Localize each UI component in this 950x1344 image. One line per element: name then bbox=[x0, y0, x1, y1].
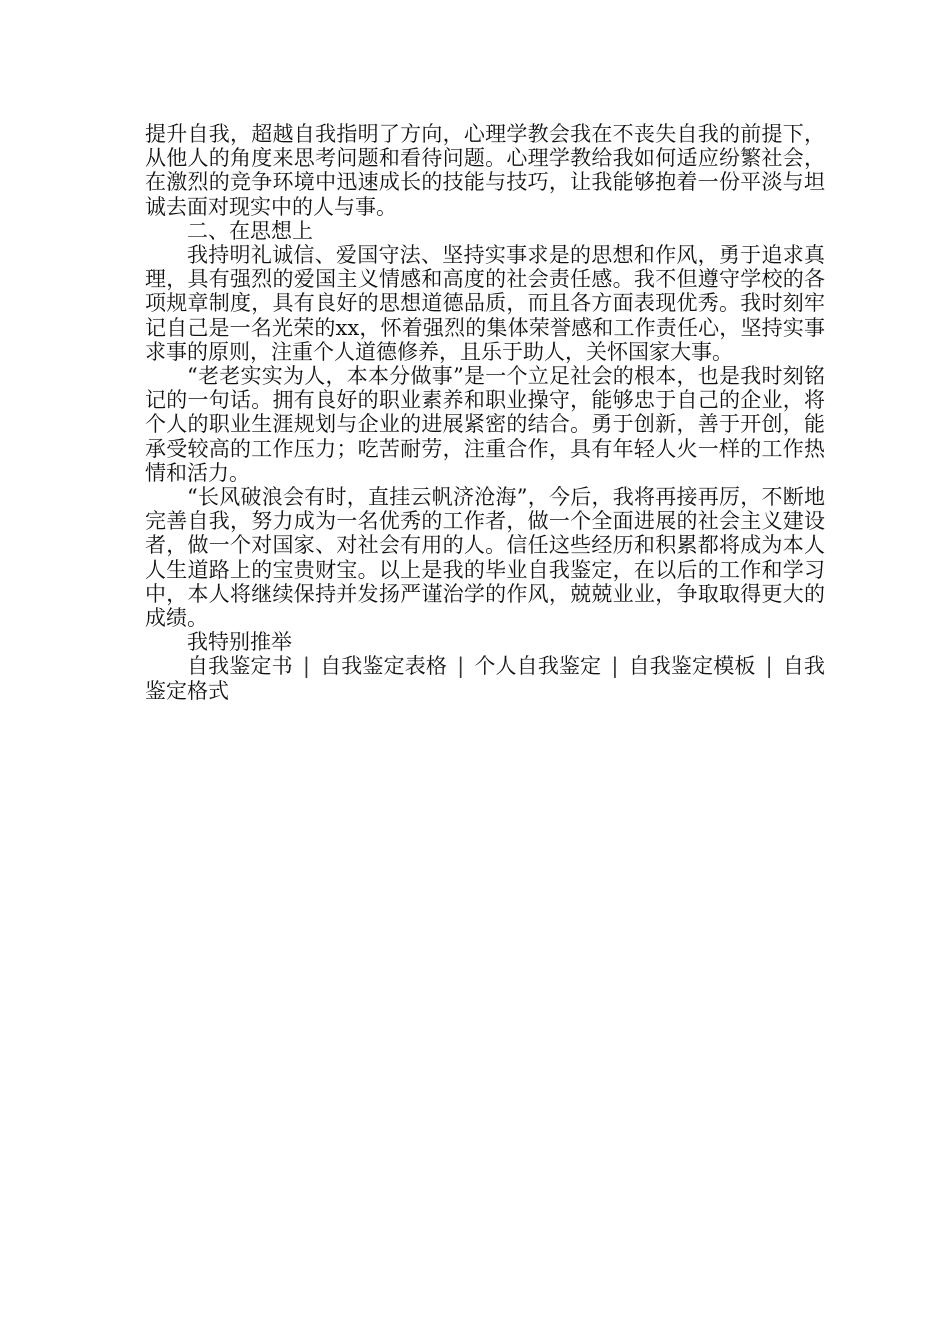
link-self-appraisal-format[interactable]: 自我鉴定格式 bbox=[145, 654, 826, 703]
link-self-appraisal-book[interactable]: 自我鉴定书 bbox=[187, 654, 293, 679]
section-heading-thought: 二、在思想上 bbox=[187, 218, 313, 243]
document-page bbox=[145, 122, 825, 703]
link-separator: | bbox=[765, 654, 773, 679]
paragraph-future: “长风破浪会有时，直挂云帆济沧海”，今后，我将再接再厉，不断地完善自我，努力成为一名优秀的工作者，做一个全面进展的社会主义建设者，做一个对国家、对社会有用的人。信任这些经历和积累都将成为本人人生道路上的宝贵财宝。以上是我的毕业自我鉴定，在以后的工作和学习中，本人将继续保持并发扬严谨治学的作风，兢兢业业，争取取得更大的成绩。 bbox=[145, 485, 825, 631]
link-personal-self-appraisal[interactable]: 个人自我鉴定 bbox=[474, 654, 602, 679]
link-self-appraisal-template[interactable]: 自我鉴定模板 bbox=[628, 654, 756, 679]
link-self-appraisal-form[interactable]: 自我鉴定表格 bbox=[319, 654, 448, 679]
related-links bbox=[145, 654, 825, 702]
paragraph-motto: “老老实实为人，本本分做事”是一个立足社会的根本，也是我时刻铭记的一句话。拥有良好的职业素养和职业操守，能够忠于自己的企业，将个人的职业生涯规划与企业的进展紧密的结合。勇于创新，善于开创，能承受较高的工作压力；吃苦耐劳，注重合作，具有年轻人火一样的工作热情和活力。 bbox=[145, 364, 825, 485]
paragraph-thought: 我持明礼诚信、爱国守法、坚持实事求是的思想和作风，勇于追求真理，具有强烈的爱国主义情感和高度的社会责任感。我不但遵守学校的各项规章制度，具有良好的思想道德品质，而且各方面表现优秀。我时刻牢记自己是一名光荣的xx，怀着强烈的集体荣誉感和工作责任心，坚持实事求事的原则，注重个人道德修养，且乐于助人，关怀国家大事。 bbox=[145, 243, 825, 364]
link-separator: | bbox=[457, 654, 465, 679]
paragraph-intro: 提升自我，超越自我指明了方向，心理学教会我在不丧失自我的前提下，从他人的角度来思考问题和看待问题。心理学教给我如何适应纷繁社会，在激烈的竞争环境中迅速成长的技能与技巧，让我能够抱着一份平淡与坦诚去面对现实中的人与事。 bbox=[145, 122, 825, 219]
recommend-label: 我特别推举 bbox=[187, 630, 292, 655]
link-separator: | bbox=[611, 654, 619, 679]
link-separator: | bbox=[302, 654, 310, 679]
